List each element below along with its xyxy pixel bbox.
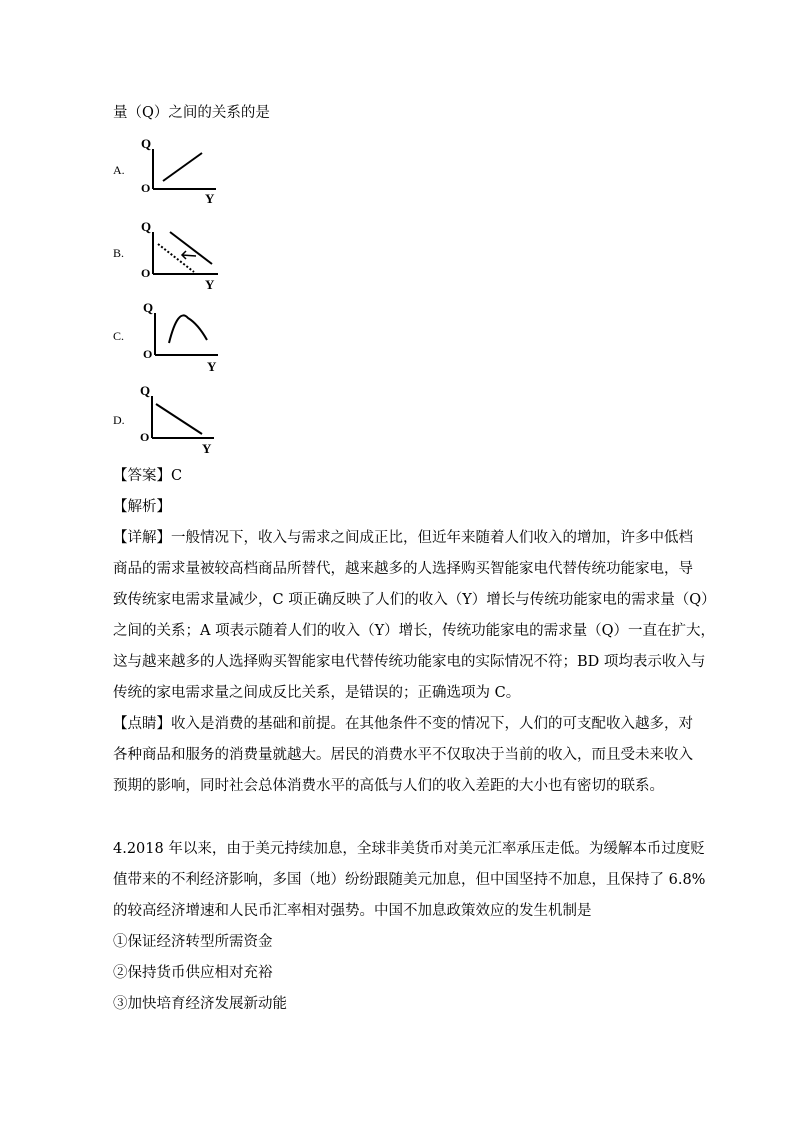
y-axis-label: Y	[207, 359, 217, 374]
answer-line: 【答案】C	[113, 468, 183, 484]
detail-line: 这与越来越多的人选择购买智能家电代替传统功能家电的实际情况不符；BD 项均表示收入与	[113, 654, 706, 670]
question-4-line: 值带来的不利经济影响，多国（地）纷纷跟随美元加息，但中国坚持不加息，且保持了 6.8%	[113, 872, 706, 888]
option-c-graph	[138, 299, 228, 375]
option-d-label: D.	[113, 413, 125, 427]
q-axis-label: Q	[141, 136, 152, 151]
option-b-graph	[138, 216, 228, 292]
detail-line: 商品的需求量被较高档商品所替代，越来越多的人选择购买智能家电代替传统功能家电，导	[113, 561, 693, 577]
question-4-item: ②保持货币供应相对充裕	[113, 965, 273, 981]
option-c-label: C.	[113, 329, 125, 343]
question-4-item: ①保证经济转型所需资金	[113, 934, 273, 950]
intro-line: 量（Q）之间的关系的是	[113, 105, 270, 121]
detail-line: 传统的家电需求量之间成反比关系，是错误的；正确选项为 C。	[113, 685, 521, 701]
detail-line: 之间的关系；A 项表示随着人们的收入（Y）增长，传统功能家电的需求量（Q）一直在扩大，	[113, 623, 716, 639]
origin-label: O	[140, 430, 150, 444]
q-axis-label: Q	[143, 300, 154, 315]
point-line: 各种商品和服务的消费量就越大。居民的消费水平不仅取决于当前的收入，而且受未来收入	[113, 747, 693, 763]
option-a-graph	[138, 133, 228, 205]
option-d-graph	[138, 382, 228, 458]
q-axis-label: Q	[141, 219, 152, 234]
question-4-item: ③加快培育经济发展新动能	[113, 996, 287, 1012]
q-axis-label: Q	[140, 383, 151, 398]
point-line: 【点睛】收入是消费的基础和前提。在其他条件不变的情况下，人们的可支配收入越多，对	[113, 716, 693, 732]
point-line: 预期的影响，同时社会总体消费水平的高低与人们的收入差距的大小也有密切的联系。	[113, 778, 664, 794]
detail-line: 【详解】一般情况下，收入与需求之间成正比，但近年来随着人们收入的增加，许多中低档	[113, 530, 693, 546]
origin-label: O	[141, 181, 151, 195]
question-4-line: 4.2018 年以来，由于美元持续加息，全球非美货币对美元汇率承压走低。为缓解本币过度贬	[113, 841, 705, 857]
analysis-heading: 【解析】	[113, 499, 171, 515]
question-4-line: 的较高经济增速和人民币汇率相对强势。中国不加息政策效应的发生机制是	[113, 903, 592, 919]
option-a-label: A.	[113, 163, 125, 177]
origin-label: O	[141, 266, 151, 280]
y-axis-label: Y	[205, 277, 215, 292]
detail-line: 致传统家电需求量减少，C 项正确反映了人们的收入（Y）增长与传统功能家电的需求量（Q）	[113, 592, 716, 608]
y-axis-label: Y	[202, 441, 212, 456]
option-b-label: B.	[113, 246, 125, 260]
origin-label: O	[143, 347, 153, 361]
y-axis-label: Y	[205, 191, 215, 205]
